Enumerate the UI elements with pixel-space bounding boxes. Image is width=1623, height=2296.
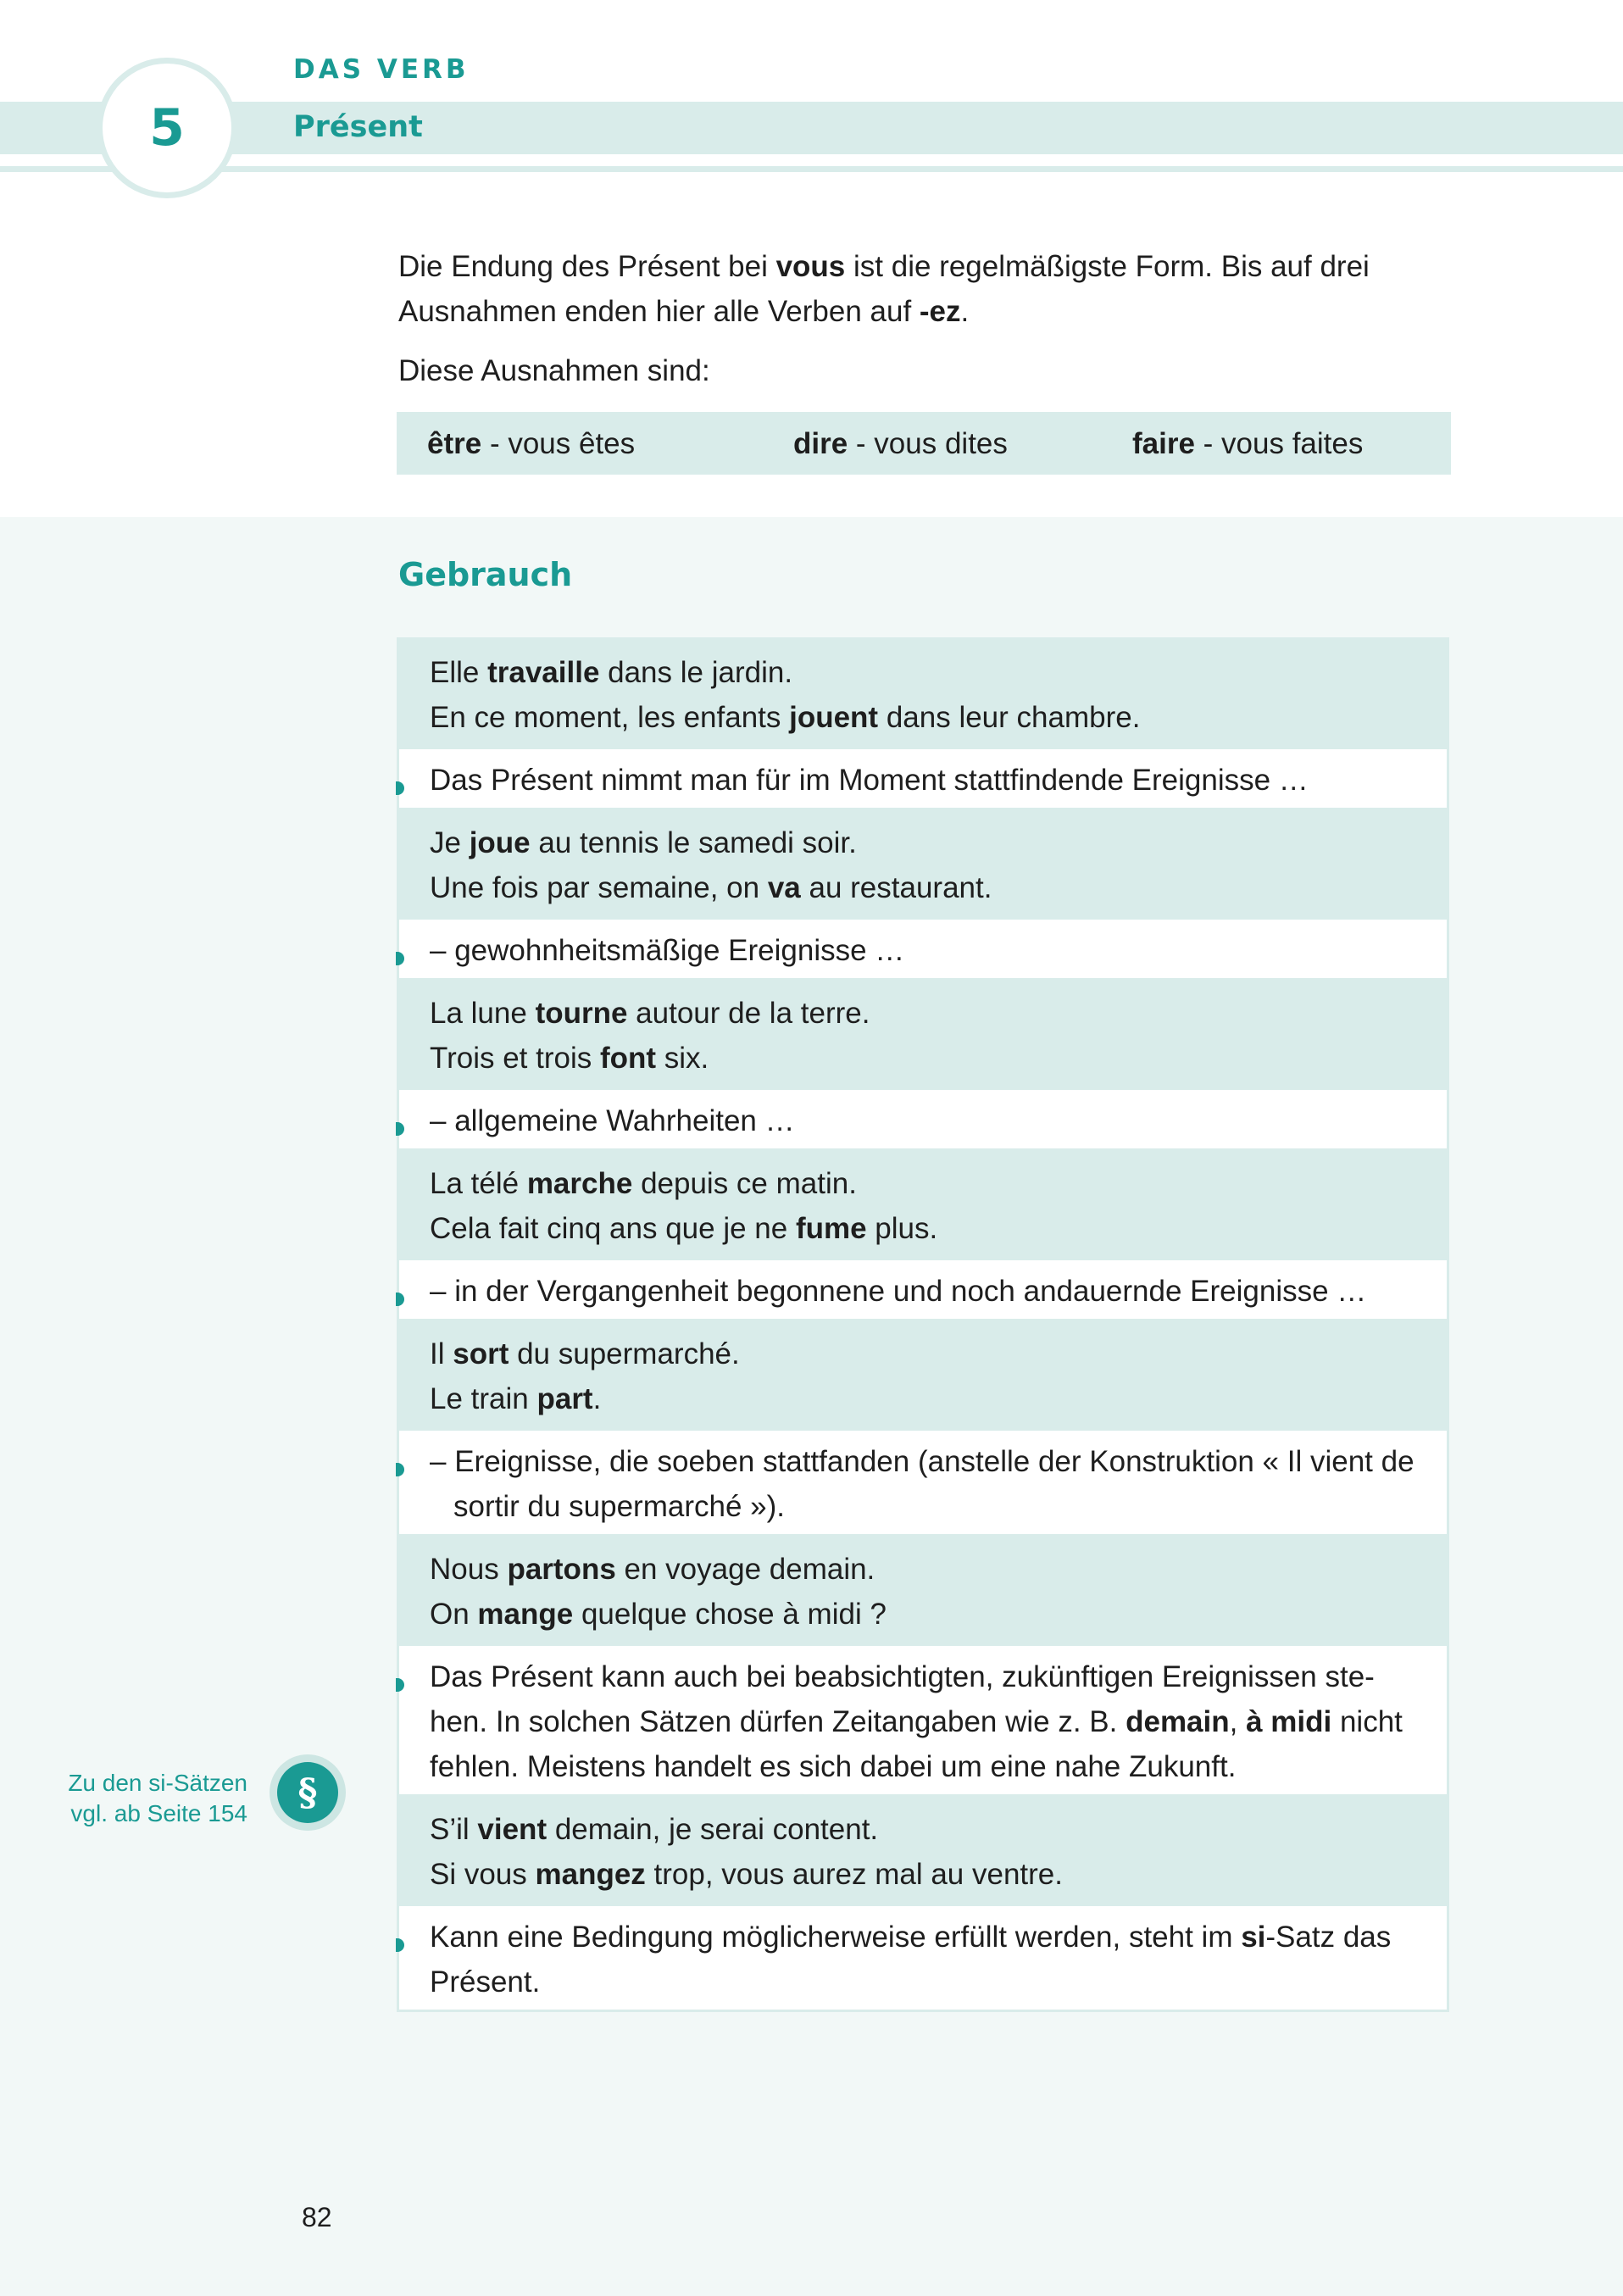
example-sentence: Si vous mangez trop, vous aurez mal au ventre. — [430, 1858, 1063, 1891]
example-row — [399, 1148, 1447, 1258]
explanation-text: – gewohnheitsmäßige Ereignisse … — [430, 934, 905, 967]
bullet-marker-icon — [396, 781, 404, 795]
bullet-marker-icon — [396, 1938, 404, 1952]
explanation-row — [399, 917, 1447, 978]
example-sentence: S’il vient demain, je serai content. — [430, 1813, 879, 1846]
side-note: Zu den si-Sätzen vgl. ab Seite 154 — [68, 1770, 247, 1826]
bullet-marker-icon — [396, 1122, 404, 1136]
example-sentence: Nous partons en voyage demain. — [430, 1553, 875, 1586]
example-row — [399, 1319, 1447, 1428]
explanation-row — [399, 1904, 1447, 2010]
example-sentence: Une fois par semaine, on va au restaurant. — [430, 871, 992, 904]
explanation-text: – Ereignisse, die soeben stattfanden (anstelle der Konstruktion « Il vient de sortir du supermarché »). — [430, 1445, 1415, 1523]
paragraph-icon — [270, 1754, 346, 1831]
example-sentence: En ce moment, les enfants jouent dans leur chambre. — [430, 701, 1141, 734]
header-rule — [0, 166, 1623, 172]
explanation-text: Das Présent kann auch bei beabsichtigten, zukünftigen Ereignissen ste-hen. In solchen Sätzen dürfen Zeitangaben wie z. B. demain, à midi nicht fehlen. Meistens handelt es sich dabei um eine nahe Zukunft. — [430, 1660, 1403, 1783]
example-row — [399, 978, 1447, 1087]
example-sentence: Elle travaille dans le jardin. — [430, 656, 793, 689]
bullet-marker-icon — [396, 1463, 404, 1476]
example-sentence: Le train part. — [430, 1382, 602, 1415]
example-sentence: Il sort du supermarché. — [430, 1337, 740, 1370]
usage-table — [397, 637, 1449, 2012]
intro-paragraph: Die Endung des Présent bei vous ist die regelmäßigste Form. Bis auf drei Ausnahmen enden hier alle Verben auf -ez. — [398, 250, 1370, 328]
example-sentence: La télé marche depuis ce matin. — [430, 1167, 857, 1200]
example-sentence: Trois et trois font six. — [430, 1042, 709, 1075]
example-sentence: Je joue au tennis le samedi soir. — [430, 826, 857, 859]
intro-text — [398, 244, 1458, 393]
page-title: Présent — [293, 110, 423, 144]
example-row — [399, 1794, 1447, 1904]
chapter-number-badge — [97, 58, 237, 198]
intro-exceptions-lead: Diese Ausnahmen sind: — [398, 354, 710, 387]
chapter-kicker: DAS VERB — [293, 54, 470, 85]
example-row — [399, 808, 1447, 917]
explanation-row — [399, 1258, 1447, 1319]
example-row — [399, 640, 1447, 747]
example-sentence: On mange quelque chose à midi ? — [430, 1598, 887, 1631]
explanation-text: – allgemeine Wahrheiten … — [430, 1104, 795, 1137]
section-title: Gebrauch — [398, 556, 573, 593]
example-sentence: Cela fait cinq ans que je ne fume plus. — [430, 1212, 938, 1245]
explanation-text: Das Présent nimmt man für im Moment stattfindende Ereignisse … — [430, 764, 1309, 797]
explanation-row — [399, 1643, 1447, 1794]
bullet-marker-icon — [396, 1293, 404, 1306]
exception-dire: dire - vous dites — [793, 427, 1008, 460]
page-number: 82 — [302, 2202, 332, 2232]
explanation-text: Kann eine Bedingung möglicherweise erfüllt werden, steht im si-Satz das Présent. — [430, 1921, 1392, 1999]
exception-faire: faire - vous faites — [1132, 427, 1364, 460]
paragraph-icon-glyph: § — [277, 1762, 338, 1823]
exception-etre: être - vous êtes — [427, 427, 636, 460]
header-band — [0, 102, 1623, 154]
bullet-marker-icon — [396, 952, 404, 965]
example-sentence: La lune tourne autour de la terre. — [430, 997, 870, 1030]
explanation-row — [399, 1428, 1447, 1534]
bullet-marker-icon — [396, 1678, 404, 1692]
explanation-row — [399, 1087, 1447, 1148]
chapter-number: 5 — [149, 98, 185, 158]
example-row — [399, 1534, 1447, 1643]
explanation-text: – in der Vergangenheit begonnene und noch andauernde Ereignisse … — [430, 1275, 1367, 1308]
exceptions-box — [397, 412, 1451, 475]
explanation-row — [399, 747, 1447, 808]
